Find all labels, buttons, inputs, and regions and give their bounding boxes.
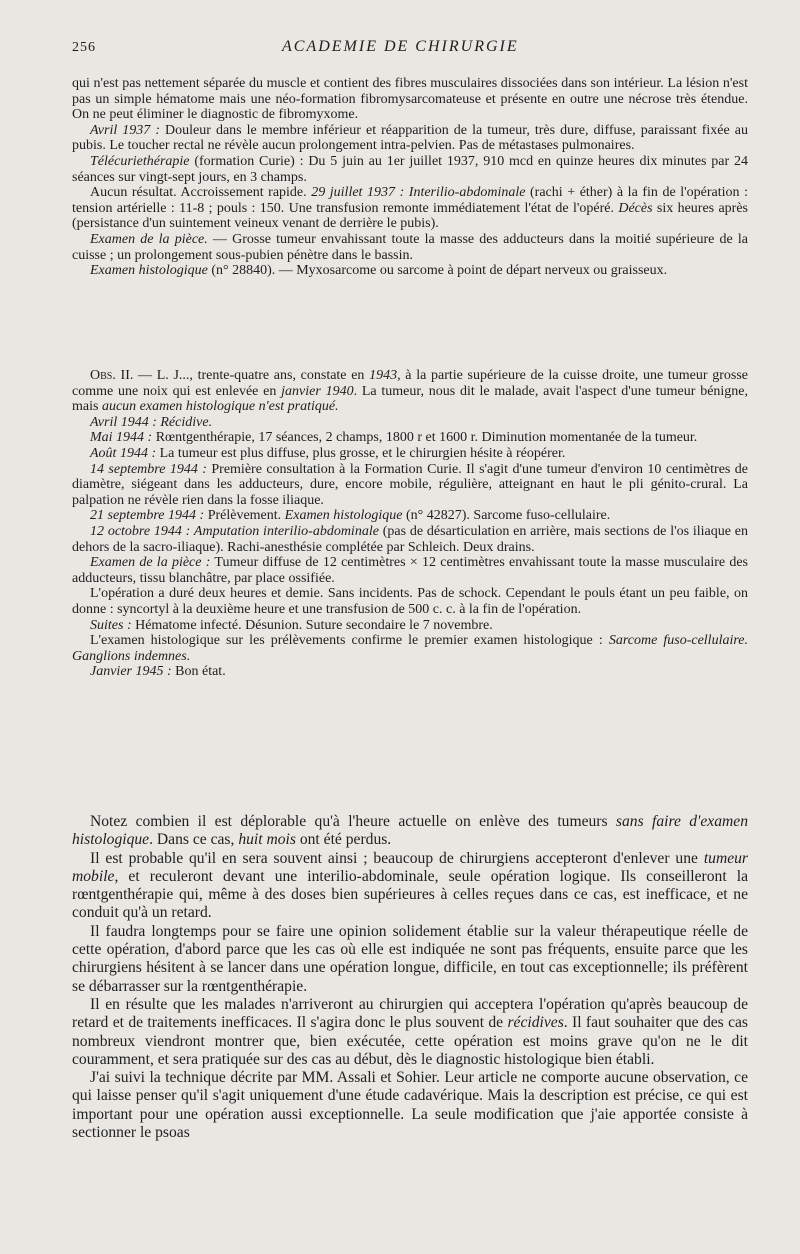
paragraph: Examen de la pièce. — Grosse tumeur envahissant toute la masse des adducteurs dans la moitié supérieure de la cuisse ; un prolongement sous-pubien pénètre dans le bassin. bbox=[72, 231, 748, 263]
observation-2 bbox=[72, 368, 748, 680]
paragraph: 12 octobre 1944 : Amputation interilio-abdominale (pas de désarticulation en arrière, mais sections de l'os iliaque en dehors de la sacro-iliaque). Rachi-anesthésie complétée par Schleich. Deux drains. bbox=[72, 523, 748, 555]
paragraph: Mai 1944 : Rœntgenthérapie, 17 séances, 2 champs, 1800 r et 1600 r. Diminution momentanée de la tumeur. bbox=[90, 430, 698, 446]
paragraph: Il est probable qu'il en sera souvent ainsi ; beaucoup de chirurgiens accepteront d'enlever une tumeur mobile, et reculeront devant une interilio-abdominale, seule opération logique. Ils conseilleront la rœntgenthérapie qui, même à des doses bien supérieures à celles reçues dans ce cas, est inefficace, et ne conduit qu'à un retard. bbox=[72, 849, 748, 922]
paragraph: Août 1944 : La tumeur est plus diffuse, plus grosse, et le chirurgien hésite à réopérer. bbox=[90, 445, 566, 461]
paragraph: Avril 1937 : Douleur dans le membre inférieur et réapparition de la tumeur, très dure, diffuse, paraissant fixée au pubis. Le toucher rectal ne révèle aucun prolongement intra-pelvien. Pas de métastases pulmonaires. bbox=[72, 122, 748, 154]
paragraph: qui n'est pas nettement séparée du muscle et contient des fibres musculaires dissociées dans son intérieur. La lésion n'est pas un simple hématome mais une néo-formation fibromysarcomateuse et présente en outre une nécrose très étendue. On ne peut éliminer le diagnostic de fibromyxome. bbox=[72, 76, 748, 123]
paragraph: Aucun résultat. Accroissement rapide. 29 juillet 1937 : Interilio-abdominale (rachi + éther) à la fin de l'opération : tension artérielle : 11-8 ; pouls : 150. Une transfusion remonte immédiatement l'état de l'opéré. Décès six heures après (persistance d'un suintement veineux venant de derrière le pubis). bbox=[72, 185, 748, 232]
page-number: 256 bbox=[72, 40, 96, 55]
paragraph: Avril 1944 : Récidive. bbox=[90, 414, 213, 430]
paragraph: Suites : Hématome infecté. Désunion. Suture secondaire le 7 novembre. bbox=[90, 617, 493, 633]
paragraph: Notez combien il est déplorable qu'à l'heure actuelle on enlève des tumeurs sans faire d'examen histologique. Dans ce cas, huit mois ont été perdus. bbox=[72, 813, 748, 849]
paragraph: Télécuriethérapie (formation Curie) : Du 5 juin au 1er juillet 1937, 910 mcd en quinze heures dix minutes par 24 séances sur vingt-sept jours, en 3 champs. bbox=[72, 153, 748, 185]
paragraph: Examen de la pièce : Tumeur diffuse de 12 centimètres × 12 centimètres envahissant toute la masse musculaire des adducteurs, tissu blanchâtre, par place ossifiée. bbox=[72, 555, 748, 586]
observation-1-continuation bbox=[72, 76, 748, 279]
running-title: ACADEMIE DE CHIRURGIE bbox=[282, 38, 519, 55]
paragraph: L'examen histologique sur les prélèvements confirme le premier examen histologique : Sarcome fuso-cellulaire. Ganglions indemnes. bbox=[72, 633, 748, 664]
paragraph: 21 septembre 1944 : Prélèvement. Examen histologique (n° 42827). Sarcome fuso-cellulaire. bbox=[90, 508, 611, 524]
paragraph: Janvier 1945 : Bon état. bbox=[90, 664, 226, 680]
paragraph: Obs. II. — L. J..., trente-quatre ans, constate en 1943, à la partie supérieure de la cuisse droite, une tumeur grosse comme une noix qui est enlevée en janvier 1940. La tumeur, nous dit le malade, avait l'aspect d'une tumeur bénigne, mais aucun examen histologique n'est pratiqué. bbox=[72, 368, 749, 415]
paragraph: Il faudra longtemps pour se faire une opinion solidement établie sur la valeur thérapeutique réelle de cette opération, d'abord parce que les cas où elle est indiquée ne sont pas fréquents, ensuite parce que les chirurgiens hésitent à se lancer dans une opération longue, difficile, en tout cas exceptionnelle; ils préfèrent se débarrasser sur la rœntgenthérapie. bbox=[72, 922, 748, 995]
paragraph: Il en résulte que les malades n'arriveront au chirurgien qui acceptera l'opération qu'après beaucoup de retard et de traitements inefficaces. Il s'agira donc le plus souvent de récidives. Il faut souhaiter que des cas nombreux viendront montrer que, bien exécutée, cette opération est moins grave qu'on ne le dit couramment, et sera pratiquée sur des cas au début, dès le diagnostic histologique bien établi. bbox=[72, 995, 749, 1068]
paragraph: Examen histologique (n° 28840). — Myxosarcome ou sarcome à point de départ nerveux ou graisseux. bbox=[90, 263, 668, 279]
paragraph: L'opération a duré deux heures et demie. Sans incidents. Pas de schock. Cependant le pouls étant un peu faible, on donne : syncortyl à la deuxième heure et une transfusion de 500 c. c. à la fin de l'opération. bbox=[72, 586, 748, 617]
paragraph: J'ai suivi la technique décrite par MM. Assali et Sohier. Leur article ne comporte aucune observation, ce qui laisse penser qu'il s'agit uniquement d'une étude cadavérique. Mais la description est précise, ce qui est important pour une opération aussi exceptionnelle. La seule modification que j'aie apportée consiste à sectionner le psoas bbox=[72, 1069, 748, 1142]
discussion-text bbox=[72, 813, 748, 1142]
page-header bbox=[72, 38, 750, 60]
paragraph: 14 septembre 1944 : Première consultation à la Formation Curie. Il s'agit d'une tumeur d'environ 10 centimètres de diamètre, siégeant dans les adducteurs, dure, encore mobile, régulière, atteignant en haut le pli génito-crural. La palpation ne révèle rien dans la fosse iliaque. bbox=[72, 461, 748, 508]
